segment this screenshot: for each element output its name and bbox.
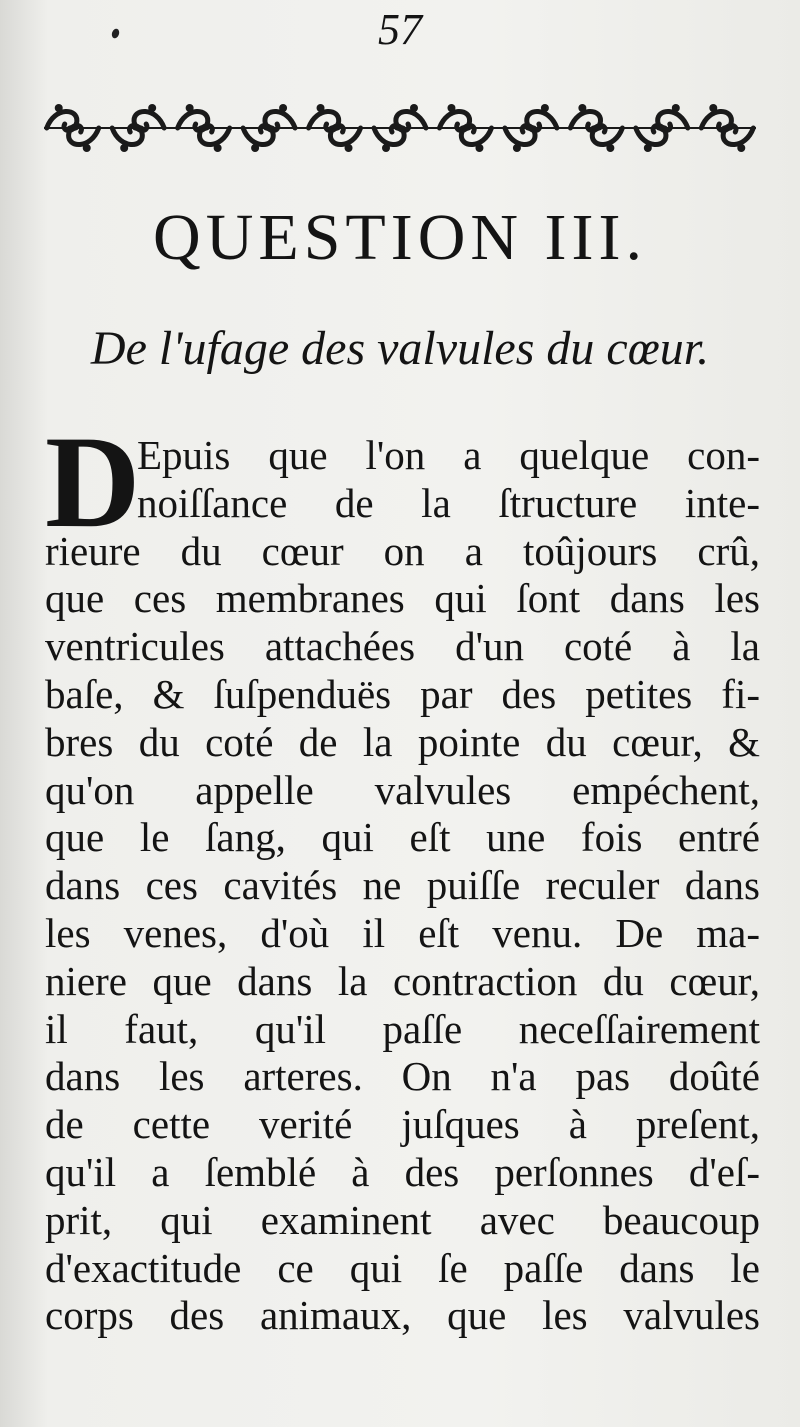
chapter-title: QUESTION III. (153, 201, 647, 274)
text-line: que ces membranes qui ſont dans les (45, 575, 760, 622)
drop-cap: D (45, 408, 141, 555)
page-number: 57 (378, 5, 422, 54)
text-line: prit, qui examinent avec beaucoup (45, 1196, 760, 1243)
body-paragraph (45, 408, 760, 1340)
text-line: il faut, qu'il paſſe neceſſairement (45, 1005, 760, 1052)
text-line: qu'il a ſemblé à des perſonnes d'eſ- (45, 1148, 760, 1195)
text-line: bres du coté de la pointe du cœur, & (45, 718, 760, 765)
text-line: noiſſance de la ſtructure inte- (137, 479, 760, 526)
text-line: d'exactitude ce qui ſe paſſe dans le (45, 1244, 760, 1291)
text-line: de cette verité juſques à preſent, (45, 1101, 760, 1148)
chapter-subtitle: De l'ufage des valvules du cœur. (90, 322, 710, 375)
text-line: ventricules attachées d'un coté à la (45, 623, 760, 670)
text-line: qu'on appelle valvules empéchent, (45, 766, 760, 813)
printer-ornament-icon (40, 92, 760, 164)
text-line: niere que dans la contraction du cœur, (45, 957, 760, 1004)
text-line: corps des animaux, que les valvules (45, 1292, 760, 1339)
text-line: dans ces cavités ne puiſſe reculer dans (45, 862, 760, 909)
text-line: les venes, d'où il eſt venu. De ma- (45, 909, 760, 956)
text-line: que le ſang, qui eſt une fois entré (45, 814, 760, 861)
text-line: rieure du cœur on a toûjours crû, (45, 527, 760, 574)
text-line: baſe, & ſuſpenduës par des petites fi- (45, 670, 760, 717)
text-line: Epuis que l'on a quelque con- (137, 432, 760, 478)
text-line: dans les arteres. On n'a pas doûté (45, 1053, 760, 1100)
